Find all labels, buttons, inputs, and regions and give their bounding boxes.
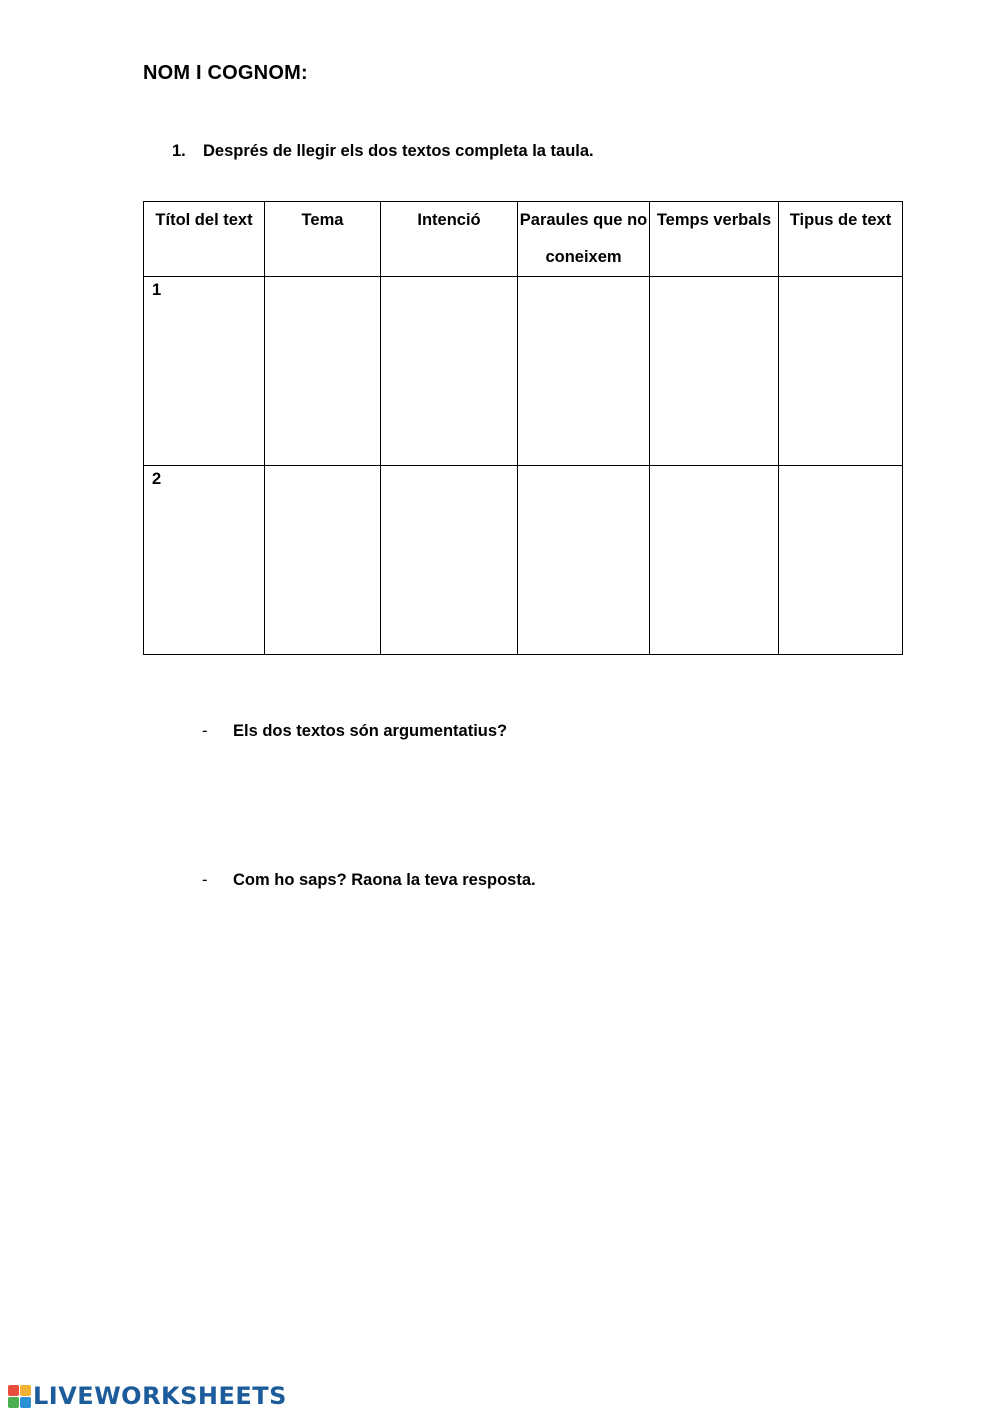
bullet-text: Els dos textos són argumentatius? — [233, 722, 508, 740]
page-title: NOM I COGNOM: — [143, 62, 308, 84]
header-paraules: Paraules que no coneixem — [518, 202, 650, 277]
bullet-text: Com ho saps? Raona la teva resposta. — [233, 871, 536, 889]
answer-cell[interactable] — [518, 466, 650, 655]
logo-block — [20, 1385, 31, 1396]
bullet-question-1 — [202, 722, 507, 741]
bullet-dash: - — [202, 871, 208, 889]
bullet-dash: - — [202, 722, 208, 740]
question-text: Després de llegir els dos textos completa la taula. — [203, 142, 594, 160]
table-row — [144, 277, 903, 466]
row-label: 1 — [144, 277, 265, 466]
table-row — [144, 466, 903, 655]
answer-cell[interactable] — [650, 277, 779, 466]
header-intencio: Intenció — [381, 202, 518, 277]
header-titol: Títol del text — [144, 202, 265, 277]
logo-block — [8, 1397, 19, 1408]
row-label: 2 — [144, 466, 265, 655]
answer-cell[interactable] — [518, 277, 650, 466]
bullet-question-2 — [202, 871, 536, 890]
header-tipus: Tipus de text — [779, 202, 903, 277]
question-1 — [172, 142, 594, 161]
table-header-row — [144, 202, 903, 277]
answer-cell[interactable] — [650, 466, 779, 655]
logo-blocks-icon — [8, 1385, 31, 1408]
header-tema: Tema — [265, 202, 381, 277]
answer-cell[interactable] — [265, 277, 381, 466]
brand-name: LIVEWORKSHEETS — [33, 1382, 287, 1410]
question-number: 1. — [172, 142, 186, 160]
answer-cell[interactable] — [265, 466, 381, 655]
logo-block — [8, 1385, 19, 1396]
answer-cell[interactable] — [779, 466, 903, 655]
answer-cell[interactable] — [381, 277, 518, 466]
answer-cell[interactable] — [381, 466, 518, 655]
answer-table — [143, 201, 903, 655]
header-temps: Temps verbals — [650, 202, 779, 277]
logo-block — [20, 1397, 31, 1408]
liveworksheets-logo — [8, 1382, 287, 1410]
answer-cell[interactable] — [779, 277, 903, 466]
